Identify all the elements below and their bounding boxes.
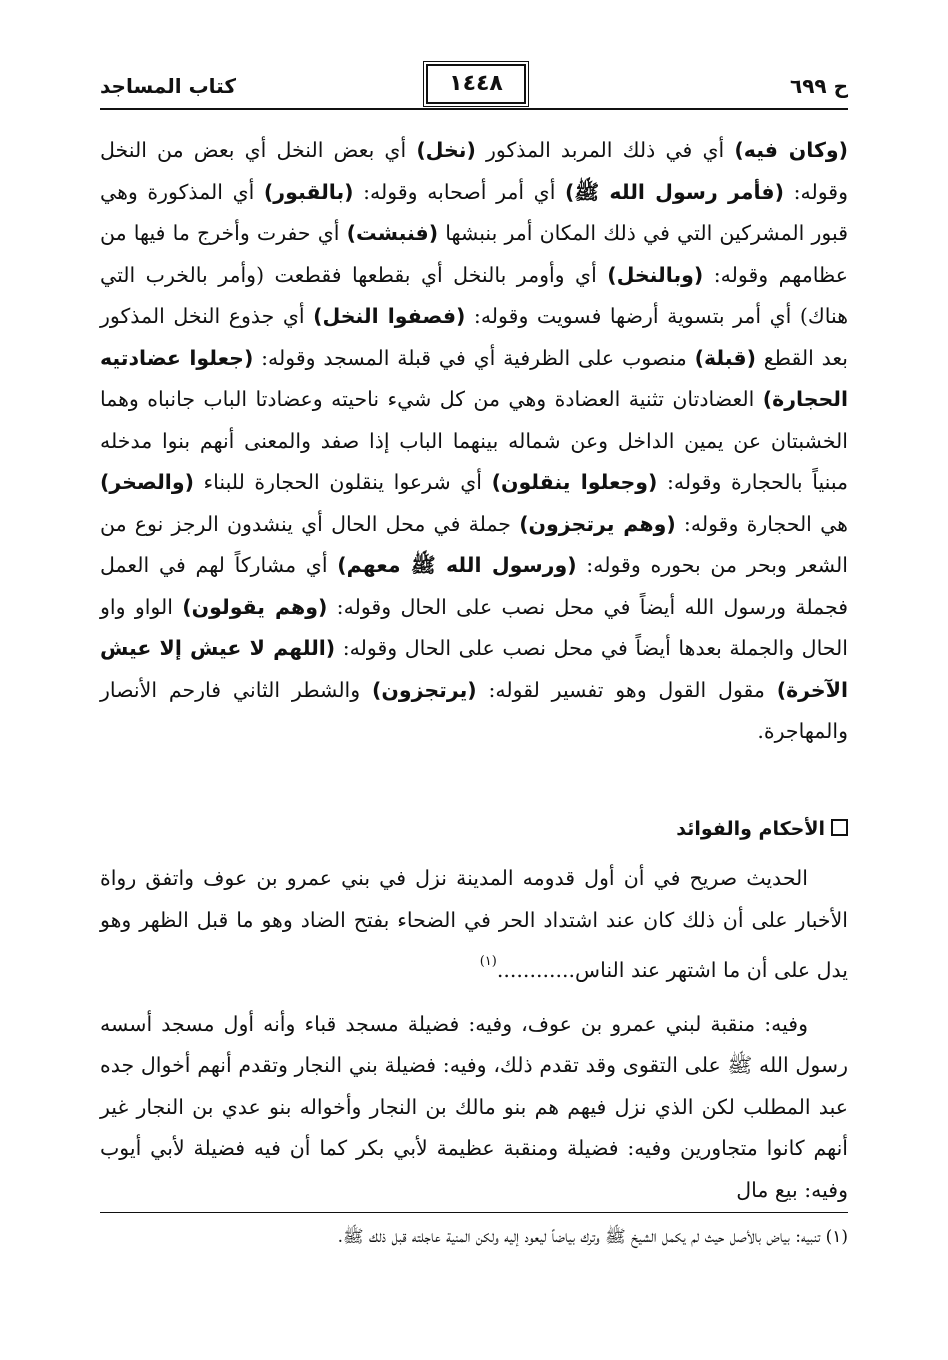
commentary-segment: مقول القول وهو تفسير لقوله: [476,677,777,702]
quoted-phrase: (بالقبور) [263,179,354,204]
commentary-segment: أي شرعوا ينقلون الحجارة للبناء [193,470,492,494]
commentary-segment: أي حفرت وأخرج ما فيها من عظامهم وقوله: [100,221,848,287]
commentary-segment: الواو واو الحال والجملة بعدها أيضاً في محل نصب على الحال وقوله: [100,594,848,660]
quoted-phrase: (وهم يرتجزون) [519,511,676,536]
rulings-paragraph-2: وفيه: منقبة لبني عمرو بن عوف، وفيه: فضيلة مسجد قباء وأنه أول مسجد أسسه رسول الله ﷺ على التقوى وقد تقدم ذلك، وفيه: فضيلة بني النجار وتقدم أنهم أخوال جده عبد المطلب لكن الذي نزل فيهم هم بنو مالك بن النجار وأخواله بنو عدي بن النجار غير أنهم كانوا متجاورين وفيه: فضيلة ومنقبة عظيمة لأبي بكر كما أن فيه فضيلة لأبي أيوب وفيه: بيع مال [100,1011,848,1202]
commentary-segment: والشطر الثاني فارحم الأنصار والمهاجرة. [100,677,848,743]
footnote-reference: (١) [479,954,497,969]
quoted-phrase: (ورسول الله ﷺ معهم) [337,553,577,577]
hadith-number-box: ١٤٤٨ [426,64,526,104]
quoted-phrase: (فأمر رسول الله ﷺ) [565,179,784,204]
commentary-segment: أي وأومر بالنخل أي بقطعها فقطعت (وأمر بالخرب التي هناك) أي أمر بتسوية أرضها فسويت وقوله: [100,262,849,328]
rulings-paragraph-1: الحديث صريح في أن أول قدومه المدينة نزل في بني عمرو بن عوف واتفق رواة الأخبار على أن ذلك كان عند اشتداد الحر في الضحاء بفتح الضاد وهو ما قبل الظهر وهو يدل على أن ما اشتهر عند الناس............$^{(١)}$ [100,866,848,982]
footnote-divider [100,1212,848,1213]
commentary-segment: أي بعض النخل أي بعض من النخل وقوله: [100,138,848,204]
footnote [100,1222,848,1252]
quoted-phrase: (وجعلوا ينقلون) [491,470,658,494]
quoted-phrase: (قبلة) [694,345,756,370]
quoted-phrase: (فنبشت) [346,221,439,245]
quoted-phrase: (وكان فيه) [734,138,848,162]
commentary-paragraph [100,130,848,753]
commentary-segment: جملة في محل الحال أي ينشدون الرجز نوع من الشعر وبحر من بحوره وقوله: [100,511,849,577]
quoted-phrase: (فصفوا النخل) [313,304,466,328]
commentary-segment: هي الحجارة وقوله: [675,511,848,536]
commentary-segment: منصوب على الظرفية أي في قبلة المسجد وقوله: [253,345,695,370]
header-rule [100,108,848,110]
commentary-segment: أي أمر أصحابه وقوله: [353,179,566,204]
commentary-segment: أي المذكورة وهي قبور المشركين التي في ذلك المكان أمر بنبشها [100,179,848,245]
quoted-phrase: (نخل) [416,138,476,162]
quoted-phrase: (وهم يقولون) [182,594,328,619]
commentary-segment: أي جذوع النخل المذكور بعد القطع [100,304,848,370]
chapter-title: كتاب المساجد [100,74,236,98]
quoted-phrase: (جعلوا عضادتيه الحجارة) [100,345,848,411]
footnote-mark: (١) [825,1227,848,1247]
footnote-text: تنبيه: بياض بالأصل حيث لم يكمل الشيخ ﷺ وترك بياضاً ليعود إليه ولكن المنية عاجلته قبل ذلك ﷺ. [337,1227,821,1247]
page-header [100,60,848,110]
commentary-segment: العضادتان تثنية العضادة وهي من كل شيء ناحيته وعضادتا الباب جانباه وهما الخشبتان عن يمين الداخل وعن شماله بينهما الباب إذا صفد والمعنى أنهم بنوا مدخله مبنياً بالحجارة وقوله: [100,387,848,494]
quoted-phrase: (يرتجزون) [371,677,477,702]
rulings-text [100,858,848,1211]
commentary-segment: أي في ذلك المربد المذكور [475,138,735,162]
commentary-text [100,130,848,753]
quoted-phrase: (والصخر) [100,470,194,494]
section-heading-label: الأحكام والفوائد [676,818,825,840]
quoted-phrase: (اللهم لا عيش إلا عيش الآخرة) [100,636,848,702]
commentary-segment: أي مشاركاً لهم في العمل فجملة ورسول الله أيضاً في محل نصب على الحال وقوله: [100,553,848,619]
square-bullet-icon [831,819,848,836]
section-heading [676,818,848,840]
hadith-range-label: ح ٦٩٩ [789,74,848,98]
quoted-phrase: (وبالنخل) [607,262,704,287]
